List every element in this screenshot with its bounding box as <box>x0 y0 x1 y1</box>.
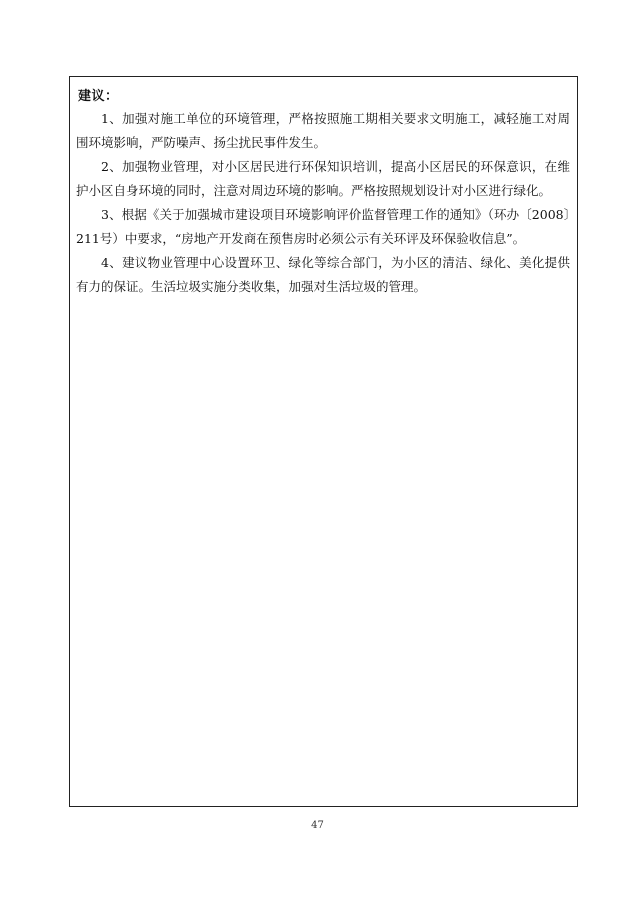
suggestion-paragraph-4: 4、建议物业管理中心设置环卫、绿化等综合部门，为小区的清洁、绿化、美化提供有力的保证。生活垃圾实施分类收集，加强对生活垃圾的管理。 <box>76 255 570 294</box>
suggestion-table-cell <box>69 76 578 807</box>
suggestion-paragraph-3: 3、根据《关于加强城市建设项目环境影响评价监督管理工作的通知》（环办〔2008〕211号）中要求，“房地产开发商在预售房时必须公示有关环评及环保验收信息”。 <box>76 207 570 246</box>
page-number: 47 <box>311 820 324 831</box>
section-heading: 建议： <box>78 89 119 104</box>
suggestion-paragraph-1: 1、加强对施工单位的环境管理，严格按照施工期相关要求文明施工，减轻施工对周围环境影响，严防噪声、扬尘扰民事件发生。 <box>76 111 570 150</box>
suggestion-paragraph-2: 2、加强物业管理，对小区居民进行环保知识培训，提高小区居民的环保意识，在维护小区自身环境的同时，注意对周边环境的影响。严格按照规划设计对小区进行绿化。 <box>76 159 570 198</box>
suggestion-content <box>76 107 570 299</box>
